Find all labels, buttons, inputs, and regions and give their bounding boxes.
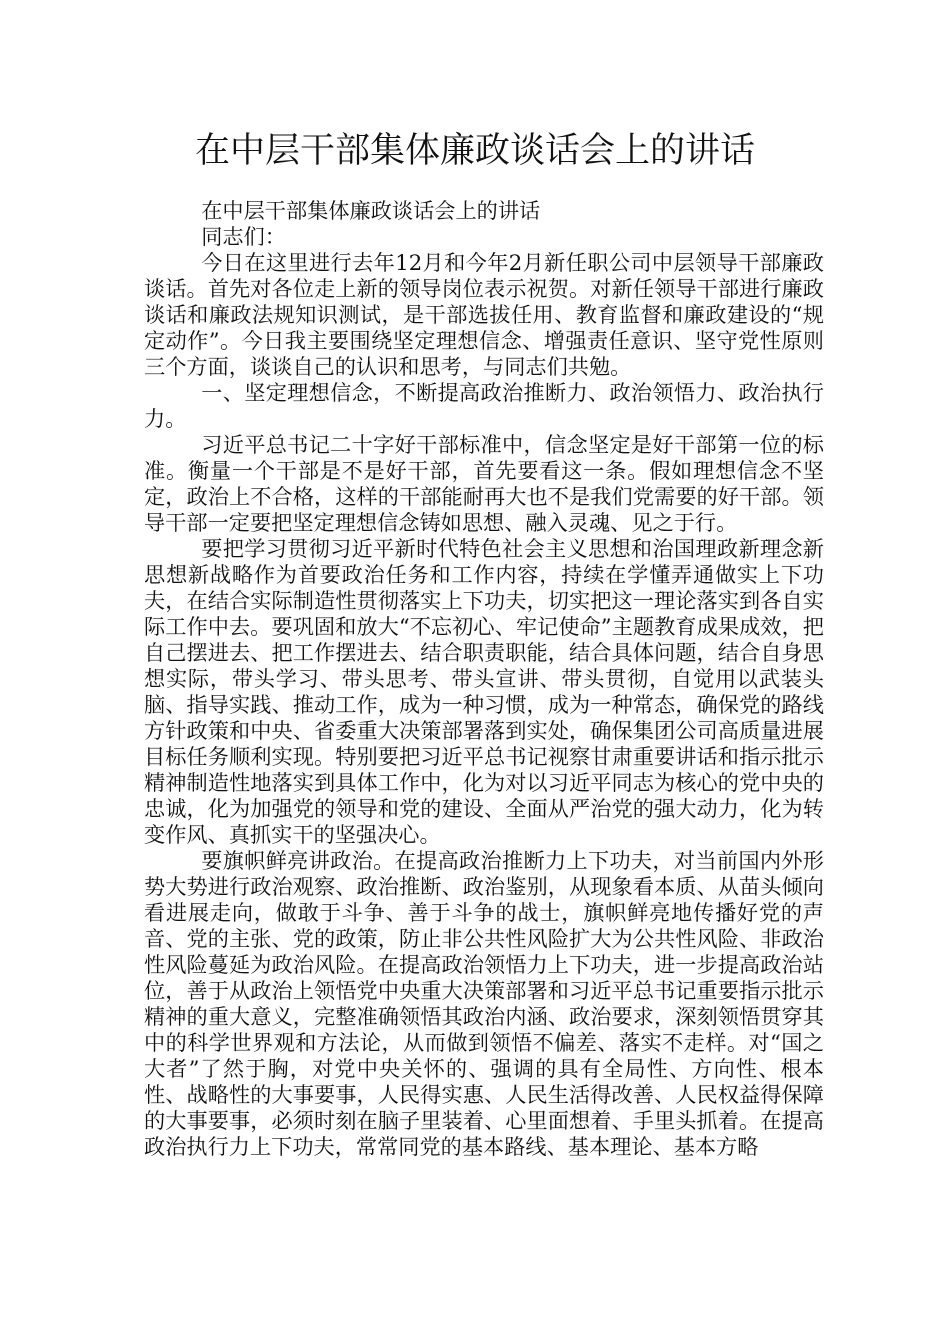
document-title: 在中层干部集体廉政谈话会上的讲话 xyxy=(194,131,755,171)
section-heading: 一、坚定理想信念，不断提高政治推断力、政治领悟力、政治执行力。 xyxy=(144,380,824,431)
subtitle-paragraph: 在中层干部集体廉政谈话会上的讲话 xyxy=(201,198,541,223)
body-paragraph: 要旗帜鲜亮讲政治。在提高政治推断力上下功夫，对当前国内外形势大势进行政治观察、政治推断、政治鉴别，从现象看本质、从苗头倾向看进展走向，做敢于斗争、善于斗争的战士，旗帜鲜亮地传播好党的声音、党的主张、党的政策，防止非公共性风险扩大为公共性风险、非政治性风险蔓延为政治风险。在提高政治领悟力上下功夫，进一步提高政治站位，善于从政治上领悟党中央重大决策部署和习近平总书记重要指示批示精神的重大意义，完整准确领悟其政治内涵、政治要求，深刻领悟贯穿其中的科学世界观和方法论，从而做到领悟不偏差、落实不走样。对“国之大者”了然于胸，对党中央关怀的、强调的具有全局性、方向性、根本性、战略性的大事要事，人民得实惠、人民生活得改善、人民权益得保障的大事要事，必须时刻在脑子里装着、心里面想着、手里头抓着。在提高政治执行力上下功夫，常常同党的基本路线、基本理论、基本方略 xyxy=(144,848,824,1159)
body-paragraph: 习近平总书记二十字好干部标准中，信念坚定是好干部第一位的标准。衡量一个干部是不是好干部，首先要看这一条。假如理想信念不坚定，政治上不合格，这样的干部能耐再大也不是我们党需要的好干部。领导干部一定要把坚定理想信念铸如思想、融入灵魂、见之于行。 xyxy=(144,432,824,535)
body-paragraph: 要把学习贯彻习近平新时代特色社会主义思想和治国理政新理念新思想新战略作为首要政治任务和工作内容，持续在学懂弄通做实上下功夫，在结合实际制造性贯彻落实上下功夫，切实把这一理论落实到各自实际工作中去。要巩固和放大“不忘初心、牢记使命”主题教育成果成效，把自己摆进去、把工作摆进去、结合职责职能，结合具体问题，结合自身思想实际，带头学习、带头思考、带头宣讲、带头贯彻，自觉用以武装头脑、指导实践、推动工作，成为一种习惯，成为一种常态，确保党的路线方针政策和中央、省委重大决策部署落到实处，确保集团公司高质量进展目标任务顺利实现。特别要把习近平总书记视察甘肃重要讲话和指示批示精神制造性地落实到具体工作中，化为对以习近平同志为核心的党中央的忠诚，化为加强党的领导和党的建设、全面从严治党的强大动力，化为转变作风、真抓实干的坚强决心。 xyxy=(144,536,824,847)
body-paragraph: 今日在这里进行去年12月和今年2月新任职公司中层领导干部廉政谈话。首先对各位走上新的领导岗位表示祝贺。对新任领导干部进行廉政谈话和廉政法规知识测试，是干部选拔任用、教育监督和廉政建设的“规定动作”。今日我主要围绕坚定理想信念、增强责任意识、坚守党性原则三个方面，谈谈自己的认识和思考，与同志们共勉。 xyxy=(144,250,824,379)
salutation-paragraph: 同志们： xyxy=(201,224,286,249)
document-body xyxy=(144,198,824,1160)
